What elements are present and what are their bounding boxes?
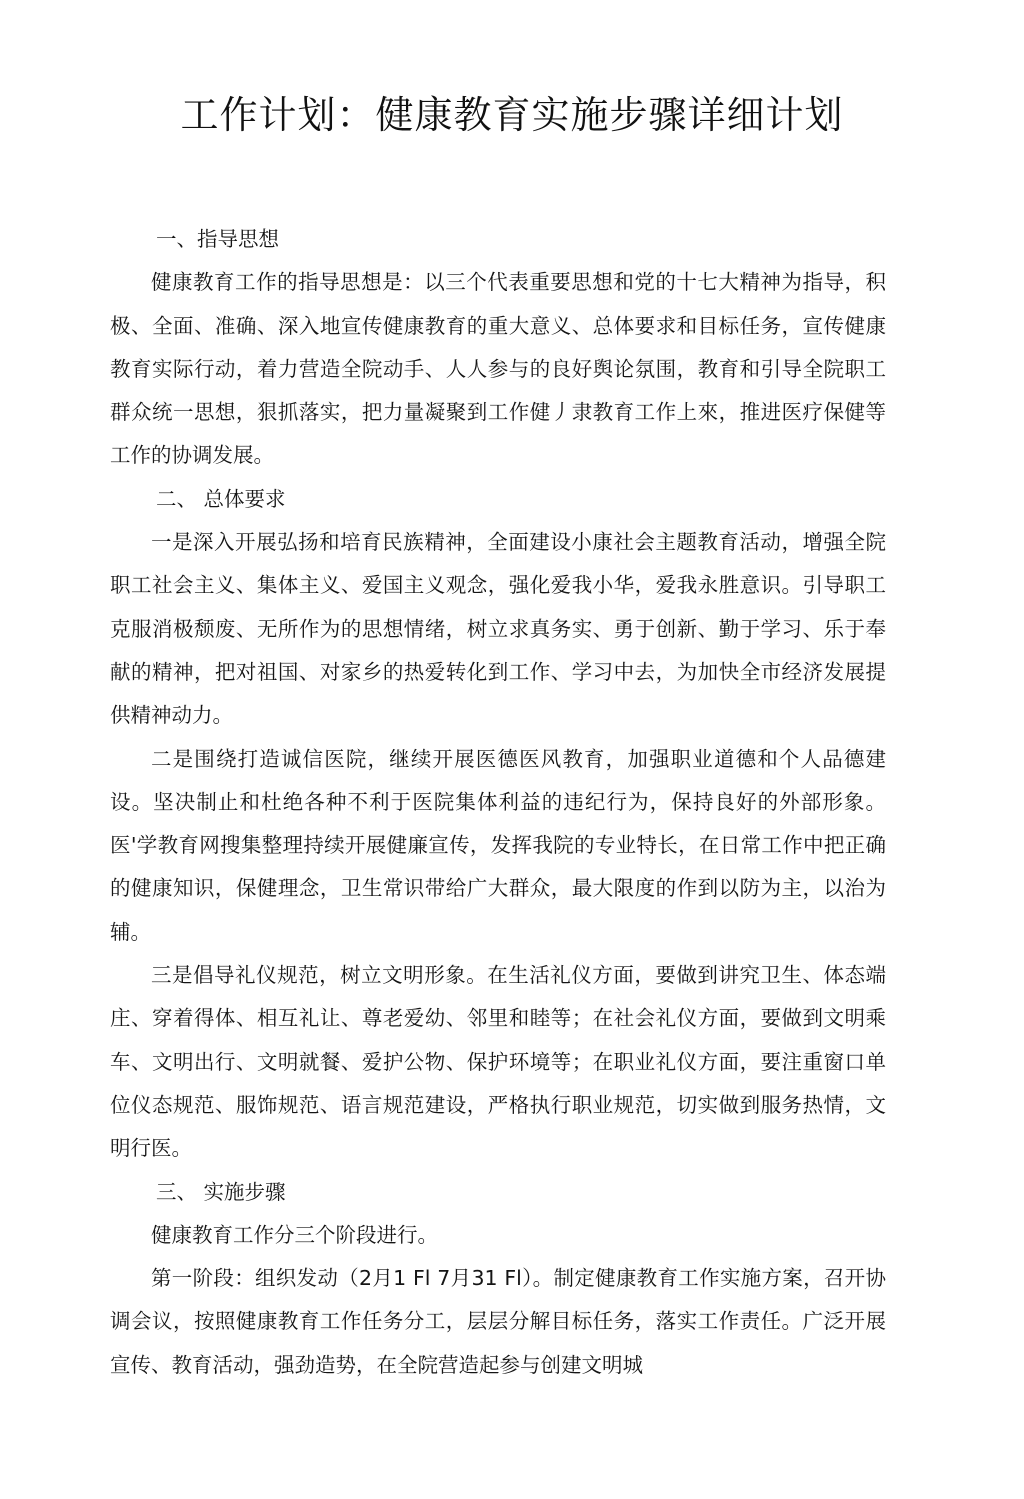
paragraph-requirement-two: 二是围绕打造诚信医院，继续开展医德医风教育，加强职业道德和个人品德建设。坚决制止和杜绝各种不利于医院集体利益的违纪行为，保持良好的外部形象。医'学教育网搜集整理持续开展健廉宣传，发挥我院的专业特长，在日常工作中把正确的健康知识，保健理念，卫生常识带给广大群众，最大限度的作到以防为主，以治为辅。 — [110, 746, 886, 944]
paragraph-requirement-one: 一是深入开展弘扬和培育民族精神，全面建设小康社会主题教育活动，增强全院职工社会主义、集体主义、爱国主义观念，强化爱我小华，爱我永胜意识。引导职工克服消极颓废、无所作为的思想情绪，树立求真务实、勇于创新、勤于学习、乐于奉献的精神，把对祖国、对家乡的热爱转化到工作、学习中去，为加快全市经济发展提供精神动力。 — [110, 530, 886, 728]
paragraph-requirement-three: 三是倡导礼仪规范，树立文明形象。在生活礼仪方面，要做到讲究卫生、体态端庄、穿着得体、相互礼让、尊老爱幼、邻里和睦等；在社会礼仪方面，要做到文明乘车、文明出行、文明就餐、爱护公物、保护环境等；在职业礼仪方面，要注重窗口单位仪态规范、服饰规范、语言规范建设，严格执行职业规范，切实做到服务热情，文明行医。 — [110, 963, 886, 1161]
paragraph-stage-one: 第一阶段：组织发动（2月1 Fl 7月31 Fl）。制定健康教育工作实施方案，召开协调会议，按照健康教育工作任务分工，层层分解目标任务，落实工作责任。广泛开展宣传、教育活动，强劲造势，在全院营造起参与创建文明城 — [110, 1266, 886, 1377]
section-heading-implementation-steps: 三、 实施步骤 — [156, 1179, 286, 1204]
section-heading-guiding-ideology: 一、指导思想 — [156, 227, 279, 251]
document-title: 工作计划：健康教育实施步骤详细计划 — [180, 93, 844, 137]
paragraph-guiding-ideology: 健康教育工作的指导思想是：以三个代表重要思想和党的十七大精神为指导，积极、全面、准确、深入地宣传健康教育的重大意义、总体要求和目标任务，宣传健康教育实际行动，着力营造全院动手、人人参与的良好舆论氛围，教育和引导全院职工群众统一思想，狠抓落实，把力量凝聚到工作健丿隶教育工作上來，推进医疗保健等工作的协调发展。 — [110, 270, 886, 468]
paragraph-stages-intro: 健康教育工作分三个阶段进行。 — [151, 1222, 438, 1247]
document-body — [110, 218, 886, 1387]
section-heading-overall-requirements: 二、 总体要求 — [156, 486, 286, 511]
